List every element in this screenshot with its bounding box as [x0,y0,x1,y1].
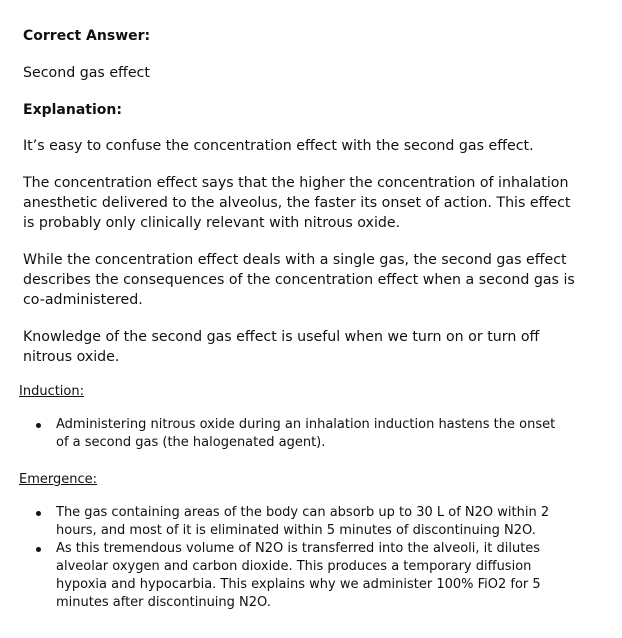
correct-answer-label: Correct Answer: [23,28,151,44]
explanation-paragraph: While the concentration effect deals with a single gas, the second gas effect describes the consequences of the concentration effect when a second gas is co-administered. [23,252,575,308]
emergence-heading: Emergence: [19,472,98,487]
correct-answer-value: Second gas effect [23,65,150,81]
emergence-list [20,504,560,612]
list-item [20,540,560,612]
explanation-paragraph: Knowledge of the second gas effect is useful when we turn on or turn off nitrous oxide. [23,329,540,365]
list-item [20,504,560,540]
bullet-icon [36,511,41,516]
emergence-item-text: As this tremendous volume of N2O is transferred into the alveoli, it dilutes alveolar oxygen and carbon dioxide. This produces a temporary diffusion hypoxia and hypocarbia. This explains why we administer 100% FiO2 for 5 minutes after discontinuing N2O. [56,541,541,610]
explanation-paragraph: The concentration effect says that the higher the concentration of inhalation anesthetic delivered to the alveolus, the faster its onset of action. This effect is probably only clinically relevant with nitrous oxide. [23,175,571,231]
list-item [20,416,560,452]
bullet-icon [36,423,41,428]
emergence-item-text: The gas containing areas of the body can absorb up to 30 L of N2O within 2 hours, and most of it is eliminated within 5 minutes of discontinuing N2O. [56,505,550,538]
explanation-paragraph: It’s easy to confuse the concentration effect with the second gas effect. [23,138,534,154]
explanation-label: Explanation: [23,102,122,118]
bullet-icon [36,547,41,552]
induction-list [20,416,560,452]
induction-item-text: Administering nitrous oxide during an inhalation induction hastens the onset of a second gas (the halogenated agent). [56,417,556,450]
induction-heading: Induction: [19,384,84,399]
